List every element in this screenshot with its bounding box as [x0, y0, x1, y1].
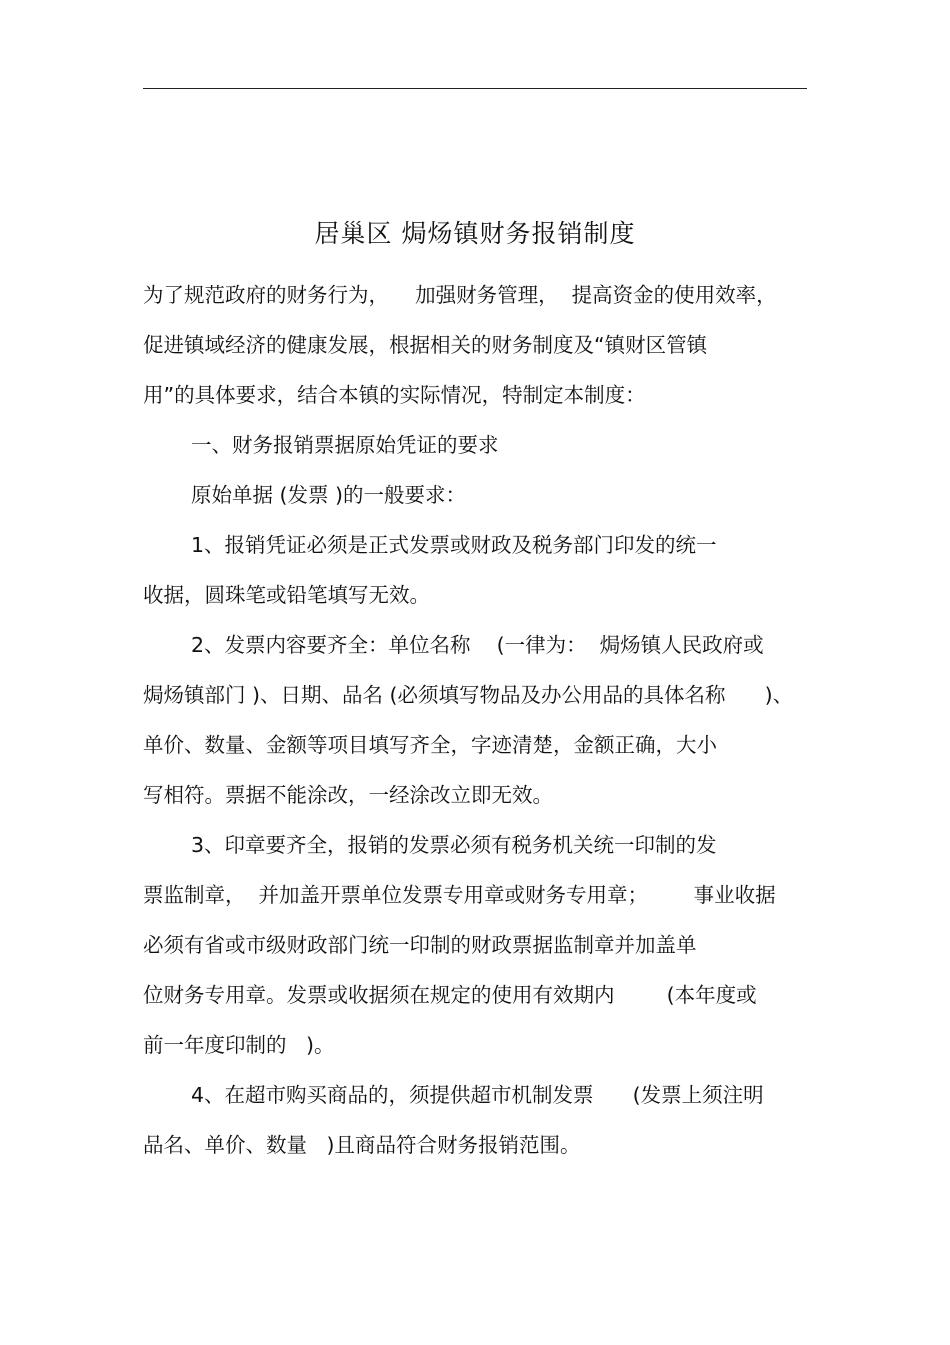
paragraph-line: 用”的具体要求，结合本镇的实际情况，特制定本制度：	[143, 383, 646, 407]
paragraph-line: 位财务专用章。发票或收据须在规定的使用有效期内 (本年度或	[143, 983, 757, 1007]
paragraph-line: 焗炀镇部门 )、日期、品名 (必须填写物品及办公用品的具体名称 )、	[143, 683, 794, 707]
header-rule	[143, 88, 807, 89]
paragraph-line: 写相符。票据不能涂改，一经涂改立即无效。	[143, 783, 553, 807]
page-title: 居巢区 焗炀镇财务报销制度	[314, 219, 636, 248]
paragraph-line: 促进镇域经济的健康发展，根据相关的财务制度及“镇财区管镇	[143, 333, 708, 357]
subsection-heading: 原始单据 (发票 )的一般要求：	[191, 483, 467, 507]
paragraph-line: 票监制章， 并加盖开票单位发票专用章或财务专用章； 事业收据	[143, 883, 776, 907]
paragraph-line: 前一年度印制的 )。	[143, 1033, 335, 1057]
paragraph-line: 1、报销凭证必须是正式发票或财政及税务部门印发的统一	[191, 533, 717, 557]
section-heading: 一、财务报销票据原始凭证的要求	[191, 433, 499, 457]
paragraph-line: 为了规范政府的财务行为， 加强财务管理， 提高资金的使用效率，	[143, 283, 777, 307]
paragraph-line: 单价、数量、金额等项目填写齐全，字迹清楚，金额正确，大小	[143, 733, 717, 757]
paragraph-line: 4、在超市购买商品的，须提供超市机制发票 (发票上须注明	[191, 1083, 764, 1107]
paragraph-line: 3、印章要齐全，报销的发票必须有税务机关统一印制的发	[191, 833, 717, 857]
paragraph-line: 2、发票内容要齐全：单位名称 (一律为： 焗炀镇人民政府或	[191, 633, 764, 657]
paragraph-line: 品名、单价、数量 )且商品符合财务报销范围。	[143, 1133, 581, 1157]
paragraph-line: 收据，圆珠笔或铅笔填写无效。	[143, 583, 430, 607]
paragraph-line: 必须有省或市级财政部门统一印制的财政票据监制章并加盖单	[143, 933, 697, 957]
